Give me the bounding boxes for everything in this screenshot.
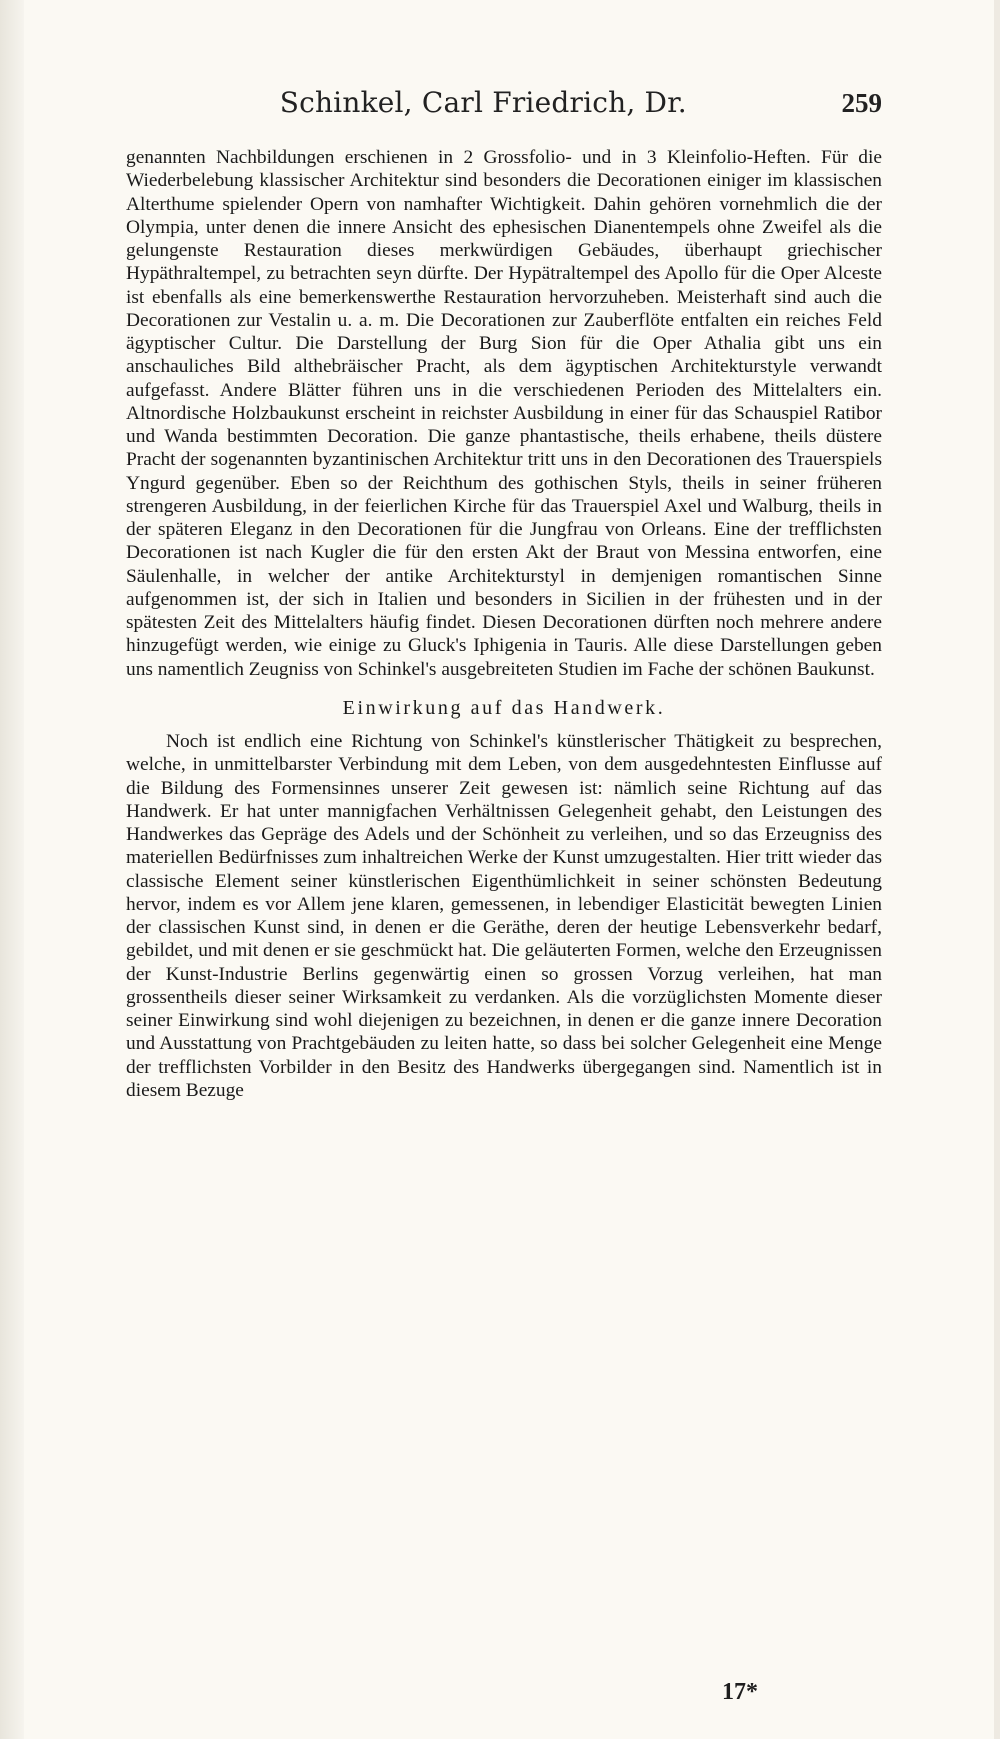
section-heading: Einwirkung auf das Handwerk.	[342, 696, 666, 719]
paragraph-handwerk: Noch ist endlich eine Richtung von Schinkel's künstlerischer Thätigkeit zu besprechen, welche, in unmittelbarster Verbindung mit dem Leben, von dem ausgedehntesten Einflusse auf die Bildung des Formensinnes unserer Zeit gewesen ist: nämlich seine Richtung auf das Handwerk. Er hat unter mannigfachen Verhältnissen Gelegenheit gehabt, den Leistungen des Handwerkes das Gepräge des Adels und der Schönheit zu verleihen, und so das Erzeugniss des materiellen Bedürfnisses zum inhaltreichen Werke der Kunst umzugestalten. Hier tritt wieder das classische Element seiner künstlerischen Eigenthümlichkeit in seiner schönsten Bedeutung hervor, indem es vor Allem jene klaren, gemessenen, in lebendiger Elasticität bewegten Linien der classischen Kunst sind, in denen er die Geräthe, deren der heutige Lebensverkehr bedarf, gebildet, und mit denen er sie geschmückt hat. Die geläuterten Formen, welche den Erzeugnissen der Kunst-Industrie Berlins gegenwärtig einen so grossen Vorzug verleihen, hat man grossentheils dieser seiner Wirksamkeit zu verdanken. Als die vorzüglichsten Momente dieser seiner Einwirkung sind wohl diejenigen zu bezeichnen, in denen er die ganze innere Decoration und Ausstattung von Prachtgebäuden zu leiten hatte, so dass bei solcher Gelegenheit eine Menge der trefflichsten Vorbilder in den Besitz des Handwerks übergegangen sind. Namentlich ist in diesem Bezuge	[126, 731, 882, 1101]
running-header	[125, 86, 882, 126]
paragraph-decorations: genannten Nachbildungen erschienen in 2 Grossfolio- und in 3 Kleinfolio-Heften. Für die Wiederbelebung klassischer Architektur sind besonders die Decorationen einiger im klassischen Alterthume spielender Opern von namhafter Wichtigkeit. Dahin gehören vornehmlich die der Olympia, unter denen die innere Ansicht des ephesischen Dianentempels ohne Zweifel als die gelungenste Restauration dieses merkwürdigen Gebäudes, überhaupt griechischer Hypäthraltempel, zu betrachten seyn dürfte. Der Hypätraltempel des Apollo für die Oper Alceste ist ebenfalls als eine bemerkenswerthe Restauration hervorzuheben. Meisterhaft sind auch die Decorationen zur Vestalin u. a. m. Die Decorationen zur Zauberflöte entfalten ein reiches Feld ägyptischer Cultur. Die Darstellung der Burg Sion für die Oper Athalia gibt uns ein anschauliches Bild althebräischer Pracht, als dem ägyptischen Architekturstyle verwandt aufgefasst. Andere Blätter führen uns in die verschiedenen Perioden des Mittelalters ein. Altnordische Holzbaukunst erscheint in reichster Ausbildung in einer für das Schauspiel Ratibor und Wanda bestimmten Decoration. Die ganze phantastische, theils erhabene, theils düstere Pracht der sogenannten byzantinischen Architektur tritt uns in den Decorationen des Trauerspiels Yngurd gegenüber. Eben so der Reichthum des gothischen Styls, theils in seiner früheren strengeren Ausbildung, in der feierlichen Kirche für das Trauerspiel Axel und Walburg, theils in der späteren Eleganz in den Decorationen für die Jungfrau von Orleans. Eine der trefflichsten Decorationen ist nach Kugler die für den ersten Akt der Braut von Messina entworfen, eine Säulenhalle, in welcher der antike Architekturstyl in demjenigen romantischen Sinne aufgenommen ist, der sich in Italien und besonders in Sicilien in der frühesten und in der spätesten Zeit des Mittelalters häufig findet. Diesen Decorationen dürften noch mehrere andere hinzugefügt werden, wie einige zu Gluck's Iphigenia in Tauris. Alle diese Darstellungen geben uns namentlich Zeugniss von Schinkel's ausgebreiteten Studien im Fache der schönen Baukunst.	[126, 147, 882, 680]
page-edge	[994, 0, 1000, 1739]
running-title: Schinkel, Carl Friedrich, Dr.	[279, 86, 687, 119]
text-body	[126, 146, 882, 1102]
page-number: 259	[841, 88, 882, 118]
signature-mark: 17*	[722, 1679, 758, 1705]
page-gutter	[0, 0, 24, 1739]
